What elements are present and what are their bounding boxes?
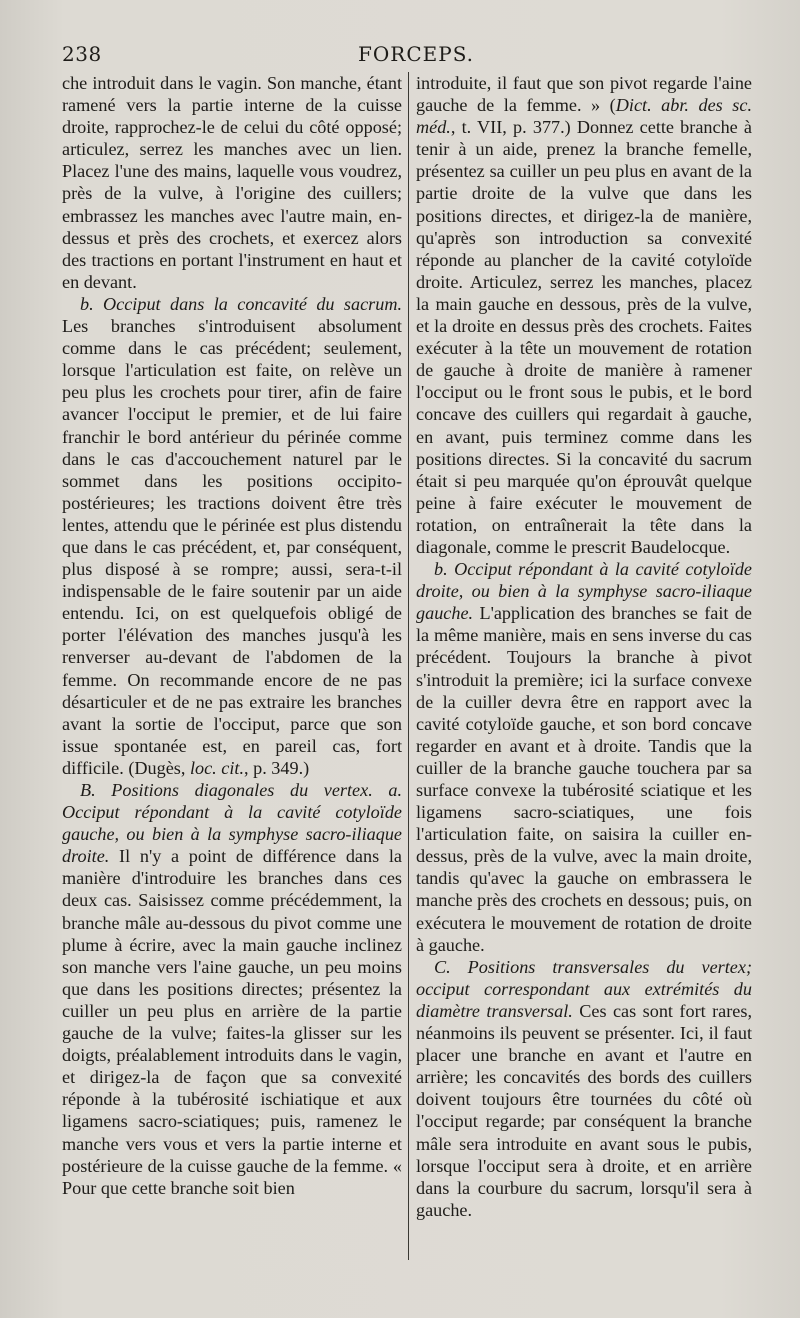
page-header [62,38,748,70]
right-column [416,72,752,1221]
section-heading: b. Occiput dans la concavité du sacrum. [80,293,402,314]
running-title: FORCEPS. [358,42,475,66]
paragraph: B. Positions diagonales du vertex. a. Occiput répondant à la cavité cotyloïde gauche, ou bien à la symphyse sacro-iliaque droite. Il n'y a point de différence dans la manière d'introduire les branches dans ces deux cas. Saisissez comme précédemment, la branche mâle au-dessous du pivot comme une plume à écrire, avec la main gauche inclinez son manche vers l'aine gauche, un peu moins que dans les positions directes; présentez la cuiller un peu plus en arrière de la partie gauche de la vulve; faites-la glisser sur les doigts, préalablement introduits dans le vagin, et dirigez-la de façon que sa convexité réponde à la tubérosité ischiatique et aux ligamens sacro-sciatiques; puis, ramenez le manche vers vous et vers la partie interne et postérieure de la cuisse gauche de la femme. « Pour que cette branche soit bien [62,780,402,1198]
paragraph: introduite, il faut que son pivot regarde l'aine gauche de la femme. » (Dict. abr. des sc. méd., t. VII, p. 377.) Donnez cette branche à tenir à un aide, prenez la branche femelle, présentez sa cuiller un peu plus en avant de la partie droite de la vulve que dans les positions directes, et dirigez-la de manière, qu'après son introduction sa convexité réponde au plancher de la cavité cotyloïde droite. Articulez, serrez les manches, placez la main gauche en dessous, près de la vulve, et la droite en dessus près des crochets. Faites exécuter à la tête un mouvement de rotation de gauche à droite de manière à ramener l'occiput ou le front sous le pubis, et le bord concave des cuillers qui regardait à gauche, en avant, puis terminez comme dans les positions directes. Si la concavité du sacrum était si peu marquée qu'on éprouvât quelque peine à faire exécuter le mouvement de rotation, on entraînerait la tête dans la diagonale, comme le prescrit Baudelocque. [416,73,752,557]
left-column [62,72,402,1199]
column-divider [408,72,409,1260]
paragraph: C. Positions transversales du vertex; occiput correspondant aux extrémités du diamètre transversal. Ces cas sont fort rares, néanmoins ils peuvent se présenter. Ici, il faut placer une branche en avant et l'autre en arrière; les concavités des bords des cuillers doivent toujours être tournées du côté où l'occiput regarde; par conséquent la branche mâle sera introduite en avant sous le pubis, lorsque l'occiput sera à droite, et en arrière dans la courbure du sacrum, lorsqu'il sera à gauche. [416,956,753,1220]
section-heading: B. Positions diagonales du vertex. [80,780,373,800]
paragraph: b. Occiput répondant à la cavité cotyloïde droite, ou bien à la symphyse sacro-iliaque gauche. L'application des branches se fait de la même manière, mais en sens inverse du cas précédent. Toujours la branche à pivot s'introduit la première; ici la surface convexe de la cuiller devra être en rapport avec la cavité cotyloïde gauche, et son bord concave regarder en avant et à droite. Tandis que la cuiller de la branche gauche touchera par sa surface convexe la tubérosité sciatique et les ligamens sacro-sciatiques, une fois l'articulation faite, on saisira la cuiller en-dessus, près de la vulve, avec la main droite, tandis qu'avec la gauche on embrassera le manche près des crochets en dessous; puis, on exécutera le mouvement de rotation de droite à gauche. [416,559,753,955]
subsection-heading: a. Occiput répondant à la cavité cotyloïde gauche, ou bien à la symphyse sacro-iliaque droite. [62,780,402,867]
section-heading: C. Positions transversales du vertex; occiput correspondant aux extrémités du diamètre transversal. [416,956,752,1021]
paragraph: che introduit dans le vagin. Son manche, étant ramené vers la partie interne de la cuisse droite, rapprochez-le de celui du côté opposé; articulez, serrez les manches avec un lien. Placez l'une des mains, laquelle vous voudrez, près de la vulve, à l'origine des cuillers; embrassez les manches avec l'autre main, en-dessus et près des crochets, et exercez alors des tractions en portant l'instrument en haut et en devant. [62,73,402,292]
page-number: 238 [62,42,102,66]
paragraph: b. Occiput dans la concavité du sacrum. Les branches s'introduisent absolument comme dans le cas précédent; seulement, lorsque l'articulation est faite, on relève un peu plus les crochets pour tirer, afin de faire avancer l'occiput le premier, et de lui faire franchir le bord antérieur du périnée comme dans le cas d'accouchement naturel par le sommet dans les positions occipito-postérieures; les tractions doivent être très lentes, attendu que le périnée est plus distendu que dans le cas précédent, et, par conséquent, plus disposé à se rompre; aussi, sera-t-il indispensable de le faire soutenir par un aide entendu. Ici, on est quelquefois obligé de porter l'élévation des manches jusqu'à les renverser au-devant de l'abdomen de la femme. On recommande encore de ne pas désarticuler et de ne pas extraire les branches avant la sortie de l'occiput, parce que son issue spontanée est, en pareil cas, fort difficile. (Dugès, loc. cit., p. 349.) [62,293,402,778]
subsection-heading: b. Occiput répondant à la cavité cotyloïde droite, ou bien à la symphyse sacro-iliaque gauche. [416,559,752,624]
citation: loc. cit. [189,757,244,778]
citation: Dict. abr. des sc. méd. [416,95,752,138]
